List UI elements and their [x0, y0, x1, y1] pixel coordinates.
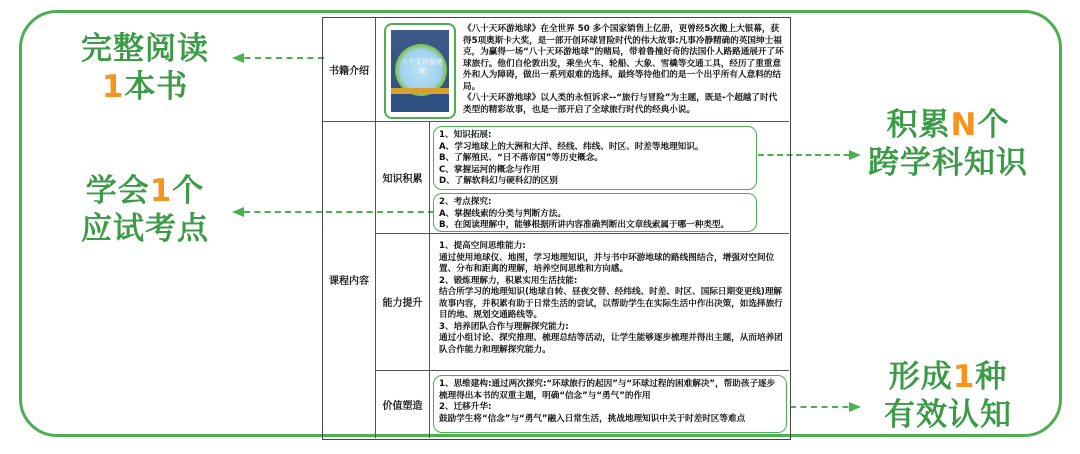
text-line: 2、锻炼理解力，积累实用生活技能:	[439, 275, 578, 286]
callout-exam-point	[70, 172, 220, 248]
callout-knowledge	[858, 106, 1038, 182]
callout-line2: 有效认知	[884, 397, 1012, 433]
box-line: B、了解殖民、“日不落帝国”等历史概念。	[439, 153, 603, 163]
box-line: 2、迁移升华:	[439, 402, 492, 412]
text-line: 通过小组讨论、探究推理、梳理总结等活动，让学生能够逐步梳理并得出主题，从而培养团队合作能力和理解探究能力。	[439, 333, 783, 355]
book-intro-paragraph-2: 《八十天环游地球》以人类的永恒诉求--“旅行与冒险”为主题，既是-个超越了时代类型的精彩故事，也是一部开启了全球旅行时代的经典小说。	[463, 93, 778, 115]
box-line: C、掌握运河的概念与作用	[439, 164, 540, 175]
box-line: 鼓励学生将“信念”与“勇气”融入日常生活，挑战地理知识中关于时差时区等难点	[439, 413, 746, 424]
callout-number: 1	[952, 359, 976, 395]
text-line: 3、培养团队合作与理解探究能力:	[439, 321, 569, 332]
callout-line1-prefix: 积累	[886, 107, 951, 143]
row-label-knowledge: 知识积累	[382, 173, 423, 185]
callout-cognition	[858, 358, 1038, 434]
callout-number: N	[950, 107, 978, 143]
book-cover-image	[391, 30, 449, 112]
knowledge-expand-box	[433, 126, 757, 190]
arrow-head-icon	[232, 53, 244, 63]
row-divider-ability	[376, 370, 789, 371]
callout-read-book	[70, 30, 220, 106]
book-intro-text	[463, 24, 785, 116]
exam-point-box	[433, 193, 757, 232]
callout-line1-suffix: 种	[975, 359, 1008, 395]
callout-number: 1	[101, 69, 125, 105]
box-line: A、掌握线索的分类与判断方法。	[439, 208, 566, 219]
book-cover	[384, 23, 456, 119]
box-line: A、学习地球上的大洲和大洋、经线、纬线、时区、时差等地理知识。	[439, 141, 704, 152]
text-line: 通过使用地球仪、地图，学习地理知识，并与书中环游地球的路线图结合，增强对空间位置、分布和距离的理解，培养空间思维和方向感。	[439, 252, 775, 274]
callout-line1: 完整阅读	[81, 31, 209, 67]
book-intro-paragraph-1: 《八十天环游地球》在全世界 50 多个国家销售上亿册，更曾经5次搬上大银幕，获得5项奥斯卡大奖，是一部开创环球冒险时代的伟大故事:凡事冷静精确的英国绅士福克，为赢得一场“八十天环游地球”的赌局，带着鲁撞好奇的法国仆人路路通展开了环球旅行。他们自伦敦出发，乘坐火车、轮船、大象、雪橇等交通工具，经历了重重意外和人为障碍，做出一系列艰难的选择。最终等待他们的是一个出乎所有人意料的结局。	[463, 24, 784, 92]
row-divider-knowledge	[376, 233, 789, 234]
box-line: 2、考点探究:	[439, 197, 492, 207]
book-cover-title: 八十天环游地球	[401, 58, 443, 75]
text-line: 结合所学习的地理知识(地球自转、昼夜交替、经纬线、时差、时区、国际日期变更线)理解故事内容，并积累有助于日常生活的尝试，以帮助学生在实际生活中作出决策，如选择旅行目的地、规划交通路线等。	[439, 287, 783, 320]
arrow-head-icon	[849, 402, 861, 412]
box-line: B、在阅读理解中，能够根据所讲内容准确判断出文章线索属于哪一种类型。	[439, 220, 730, 230]
box-line: 1、思维建构:通过两次探究:“环球旅行的起因”与“环球过程的困难解决”，帮助孩子逐步梳理得出本书的双重主题，明确“信念”与“勇气”的作用	[439, 379, 776, 401]
callout-line1-suffix: 个	[977, 107, 1010, 143]
callout-line2: 跨学科知识	[868, 145, 1028, 181]
row-label-course-content: 课程内容	[329, 276, 369, 287]
callout-line1-suffix: 个	[172, 173, 205, 209]
row-label-ability: 能力提升	[382, 298, 423, 309]
col-divider-2	[429, 121, 430, 438]
arrow-read-book	[234, 57, 324, 59]
cover-stripe	[391, 88, 449, 94]
callout-line2: 本书	[124, 69, 189, 105]
ability-text	[439, 241, 783, 356]
arrow-head-icon	[232, 207, 244, 217]
box-line: 1、知识拓展:	[439, 130, 492, 140]
callout-line1-prefix: 形成	[888, 359, 953, 395]
callout-line2: 应试考点	[81, 211, 209, 247]
arrow-cognition	[790, 406, 859, 408]
callout-number: 1	[149, 173, 173, 209]
values-box	[433, 375, 787, 433]
text-line: 1、提高空间思维能力:	[439, 241, 526, 251]
course-table	[322, 17, 791, 440]
callout-line1-prefix: 学会	[85, 173, 150, 209]
arrow-head-icon	[849, 150, 861, 160]
row-label-values: 价值塑造	[382, 400, 423, 412]
row-label-book-intro: 书籍介绍	[329, 66, 369, 77]
box-line: D、了解软科幻与硬科幻的区别	[439, 176, 558, 186]
